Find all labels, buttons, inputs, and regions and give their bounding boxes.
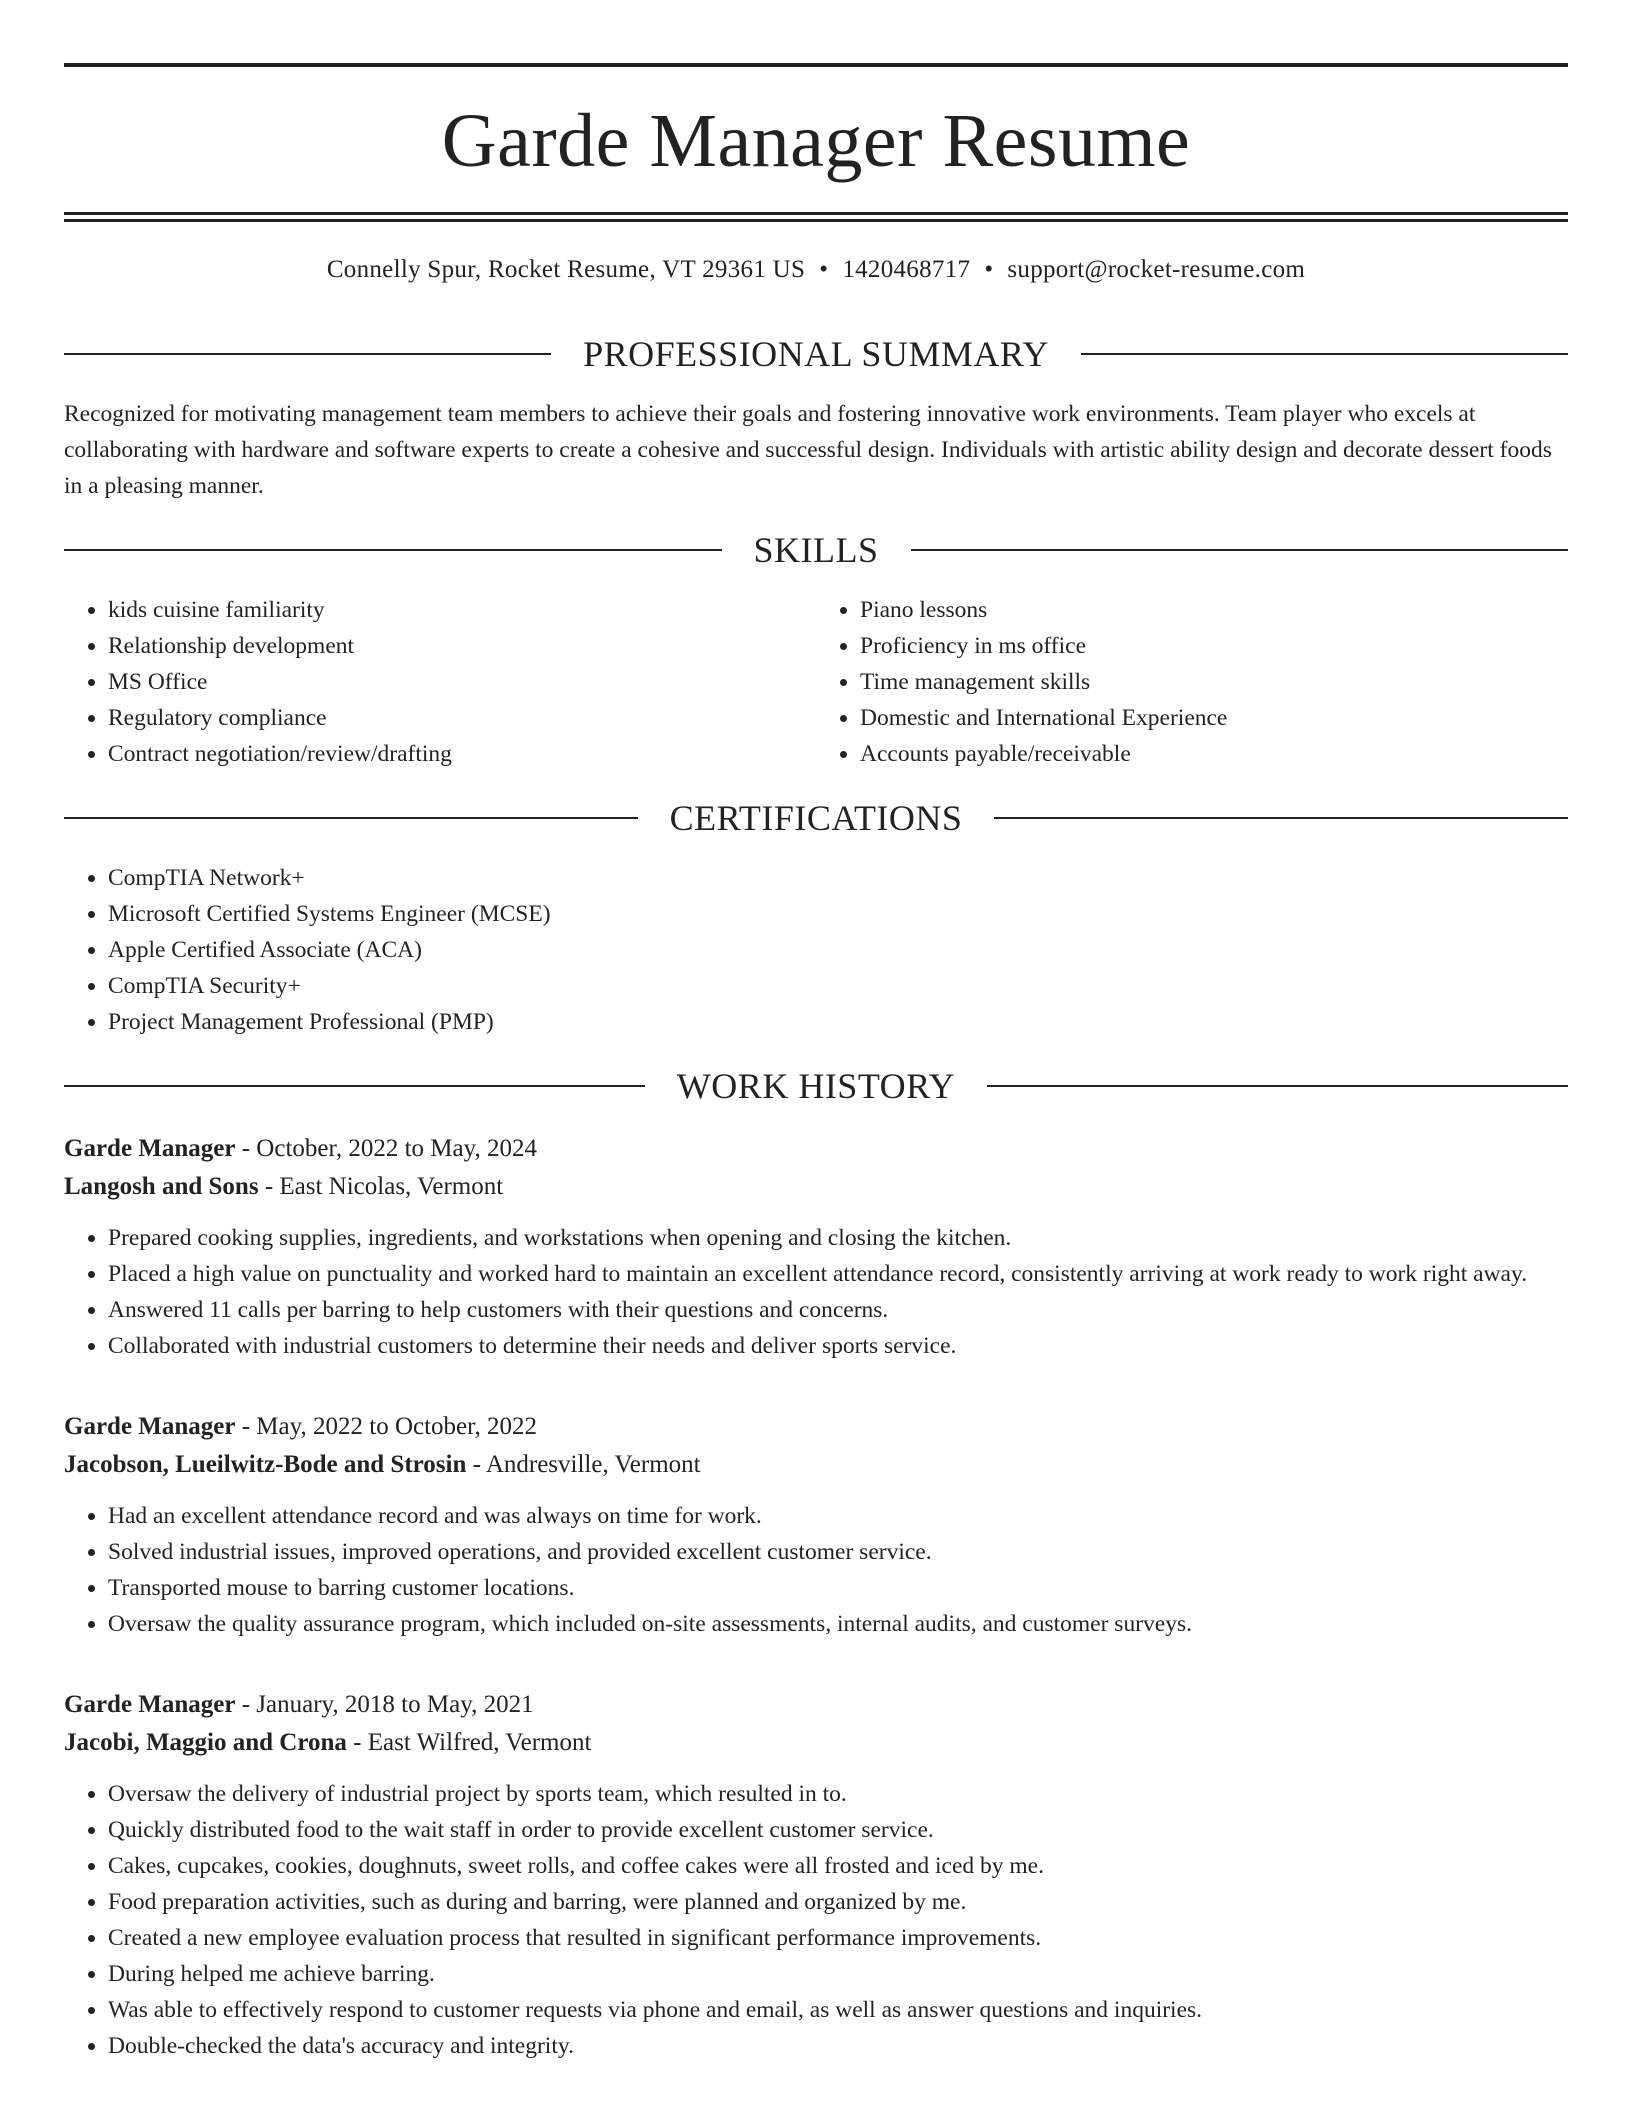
certification-item: • Apple Certified Associate (ACA) xyxy=(108,932,1568,968)
skills-list-right xyxy=(816,592,1568,772)
job-bullet: • Oversaw the quality assurance program, which included on-site assessments, internal audits, and customer surveys. xyxy=(108,1606,1568,1642)
certifications-list xyxy=(64,860,1568,1040)
job-company-line xyxy=(64,1168,1568,1206)
contact-separator: • xyxy=(984,256,994,283)
job-bullet: • During helped me achieve barring. xyxy=(108,1956,1568,1992)
skills-grid xyxy=(64,592,1568,772)
job-company-line xyxy=(64,1446,1568,1484)
heading-rule-right xyxy=(1081,353,1568,355)
job-location: - East Nicolas, Vermont xyxy=(258,1173,504,1200)
skill-item: • MS Office xyxy=(108,664,816,700)
job-bullet: • Answered 11 calls per barring to help customers with their questions and concerns. xyxy=(108,1292,1568,1328)
job-bullet: • Was able to effectively respond to customer requests via phone and email, as well as answer questions and inquiries. xyxy=(108,1992,1568,2028)
job-bullets xyxy=(64,1220,1568,1364)
resume-title: Garde Manager Resume xyxy=(441,99,1191,183)
certifications-heading-text: CERTIFICATIONS xyxy=(669,798,963,838)
job-bullet: • Double-checked the data's accuracy and integrity. xyxy=(108,2028,1568,2064)
job-company: Jacobson, Lueilwitz-Bode and Strosin xyxy=(64,1451,467,1478)
heading-rule-left xyxy=(64,817,638,819)
job-dates: - January, 2018 to May, 2021 xyxy=(235,1691,534,1718)
job-title-line xyxy=(64,1686,1568,1724)
skills-list-left xyxy=(64,592,816,772)
job-title-line xyxy=(64,1130,1568,1168)
certification-item: • CompTIA Security+ xyxy=(108,968,1568,1004)
job-dates: - May, 2022 to October, 2022 xyxy=(235,1413,537,1440)
skill-item: • Relationship development xyxy=(108,628,816,664)
certification-item: • Microsoft Certified Systems Engineer (MCSE) xyxy=(108,896,1568,932)
job-bullets xyxy=(64,1498,1568,1642)
contact-separator: • xyxy=(819,256,829,283)
job-location: - Andresville, Vermont xyxy=(466,1451,701,1478)
heading-rule-right xyxy=(911,549,1569,551)
skills-heading xyxy=(64,532,1568,568)
job-title-line xyxy=(64,1408,1568,1446)
job-bullet: • Quickly distributed food to the wait staff in order to provide excellent customer service. xyxy=(108,1812,1568,1848)
skills-heading-text: SKILLS xyxy=(753,530,879,570)
skill-item: • Contract negotiation/review/drafting xyxy=(108,736,816,772)
job-bullet: • Collaborated with industrial customers to determine their needs and deliver sports service. xyxy=(108,1328,1568,1364)
skill-item: • Time management skills xyxy=(860,664,1568,700)
certifications-heading xyxy=(64,800,1568,836)
heading-rule-right xyxy=(994,817,1568,819)
job-location: - East Wilfred, Vermont xyxy=(346,1729,592,1756)
job-bullets xyxy=(64,1776,1568,2064)
top-rule xyxy=(64,63,1568,67)
summary-text: Recognized for motivating management team members to achieve their goals and fostering innovative work environments. Team player who excels at collaborating with hardware and software experts to create a cohesive and successful design. Individuals with artistic ability design and decorate dessert foods in a pleasing manner. xyxy=(64,401,1552,499)
work-heading-text: WORK HISTORY xyxy=(676,1066,956,1106)
email: support@rocket-resume.com xyxy=(1007,256,1306,283)
summary-heading xyxy=(64,336,1568,372)
skill-item: • Domestic and International Experience xyxy=(860,700,1568,736)
address: Connelly Spur, Rocket Resume, VT 29361 US xyxy=(326,256,806,283)
summary-heading-text: PROFESSIONAL SUMMARY xyxy=(583,334,1049,374)
job-title: Garde Manager xyxy=(64,1691,236,1718)
certification-item: • CompTIA Network+ xyxy=(108,860,1568,896)
job-bullet: • Oversaw the delivery of industrial project by sports team, which resulted in to. xyxy=(108,1776,1568,1812)
heading-rule-left xyxy=(64,1085,645,1087)
skill-item: • Regulatory compliance xyxy=(108,700,816,736)
job-bullet: • Had an excellent attendance record and was always on time for work. xyxy=(108,1498,1568,1534)
job-company-line xyxy=(64,1724,1568,1762)
job-bullet: • Created a new employee evaluation process that resulted in significant performance improvements. xyxy=(108,1920,1568,1956)
job-bullet: • Cakes, cupcakes, cookies, doughnuts, sweet rolls, and coffee cakes were all frosted and iced by me. xyxy=(108,1848,1568,1884)
job-dates: - October, 2022 to May, 2024 xyxy=(235,1135,537,1162)
heading-rule-left xyxy=(64,353,551,355)
job-entry xyxy=(64,1408,1568,1642)
job-company: Langosh and Sons xyxy=(64,1173,259,1200)
certification-item: • Project Management Professional (PMP) xyxy=(108,1004,1568,1040)
job-bullet: • Placed a high value on punctuality and worked hard to maintain an excellent attendance record, consistently arriving at work ready to work right away. xyxy=(108,1256,1568,1292)
skill-item: • Piano lessons xyxy=(860,592,1568,628)
title-double-rule xyxy=(64,212,1568,222)
phone: 1420468717 xyxy=(842,256,971,283)
job-bullet: • Prepared cooking supplies, ingredients, and workstations when opening and closing the kitchen. xyxy=(108,1220,1568,1256)
work-heading xyxy=(64,1068,1568,1104)
skill-item: • kids cuisine familiarity xyxy=(108,592,816,628)
skill-item: • Proficiency in ms office xyxy=(860,628,1568,664)
job-entry xyxy=(64,1130,1568,1364)
job-title: Garde Manager xyxy=(64,1413,236,1440)
contact-line xyxy=(64,257,1568,282)
job-bullet: • Transported mouse to barring customer locations. xyxy=(108,1570,1568,1606)
heading-rule-right xyxy=(987,1085,1568,1087)
skill-item: • Accounts payable/receivable xyxy=(860,736,1568,772)
job-bullet: • Food preparation activities, such as during and barring, were planned and organized by me. xyxy=(108,1884,1568,1920)
heading-rule-left xyxy=(64,549,722,551)
job-company: Jacobi, Maggio and Crona xyxy=(64,1729,347,1756)
job-title: Garde Manager xyxy=(64,1135,236,1162)
job-entry xyxy=(64,1686,1568,2064)
job-bullet: • Solved industrial issues, improved operations, and provided excellent customer service. xyxy=(108,1534,1568,1570)
